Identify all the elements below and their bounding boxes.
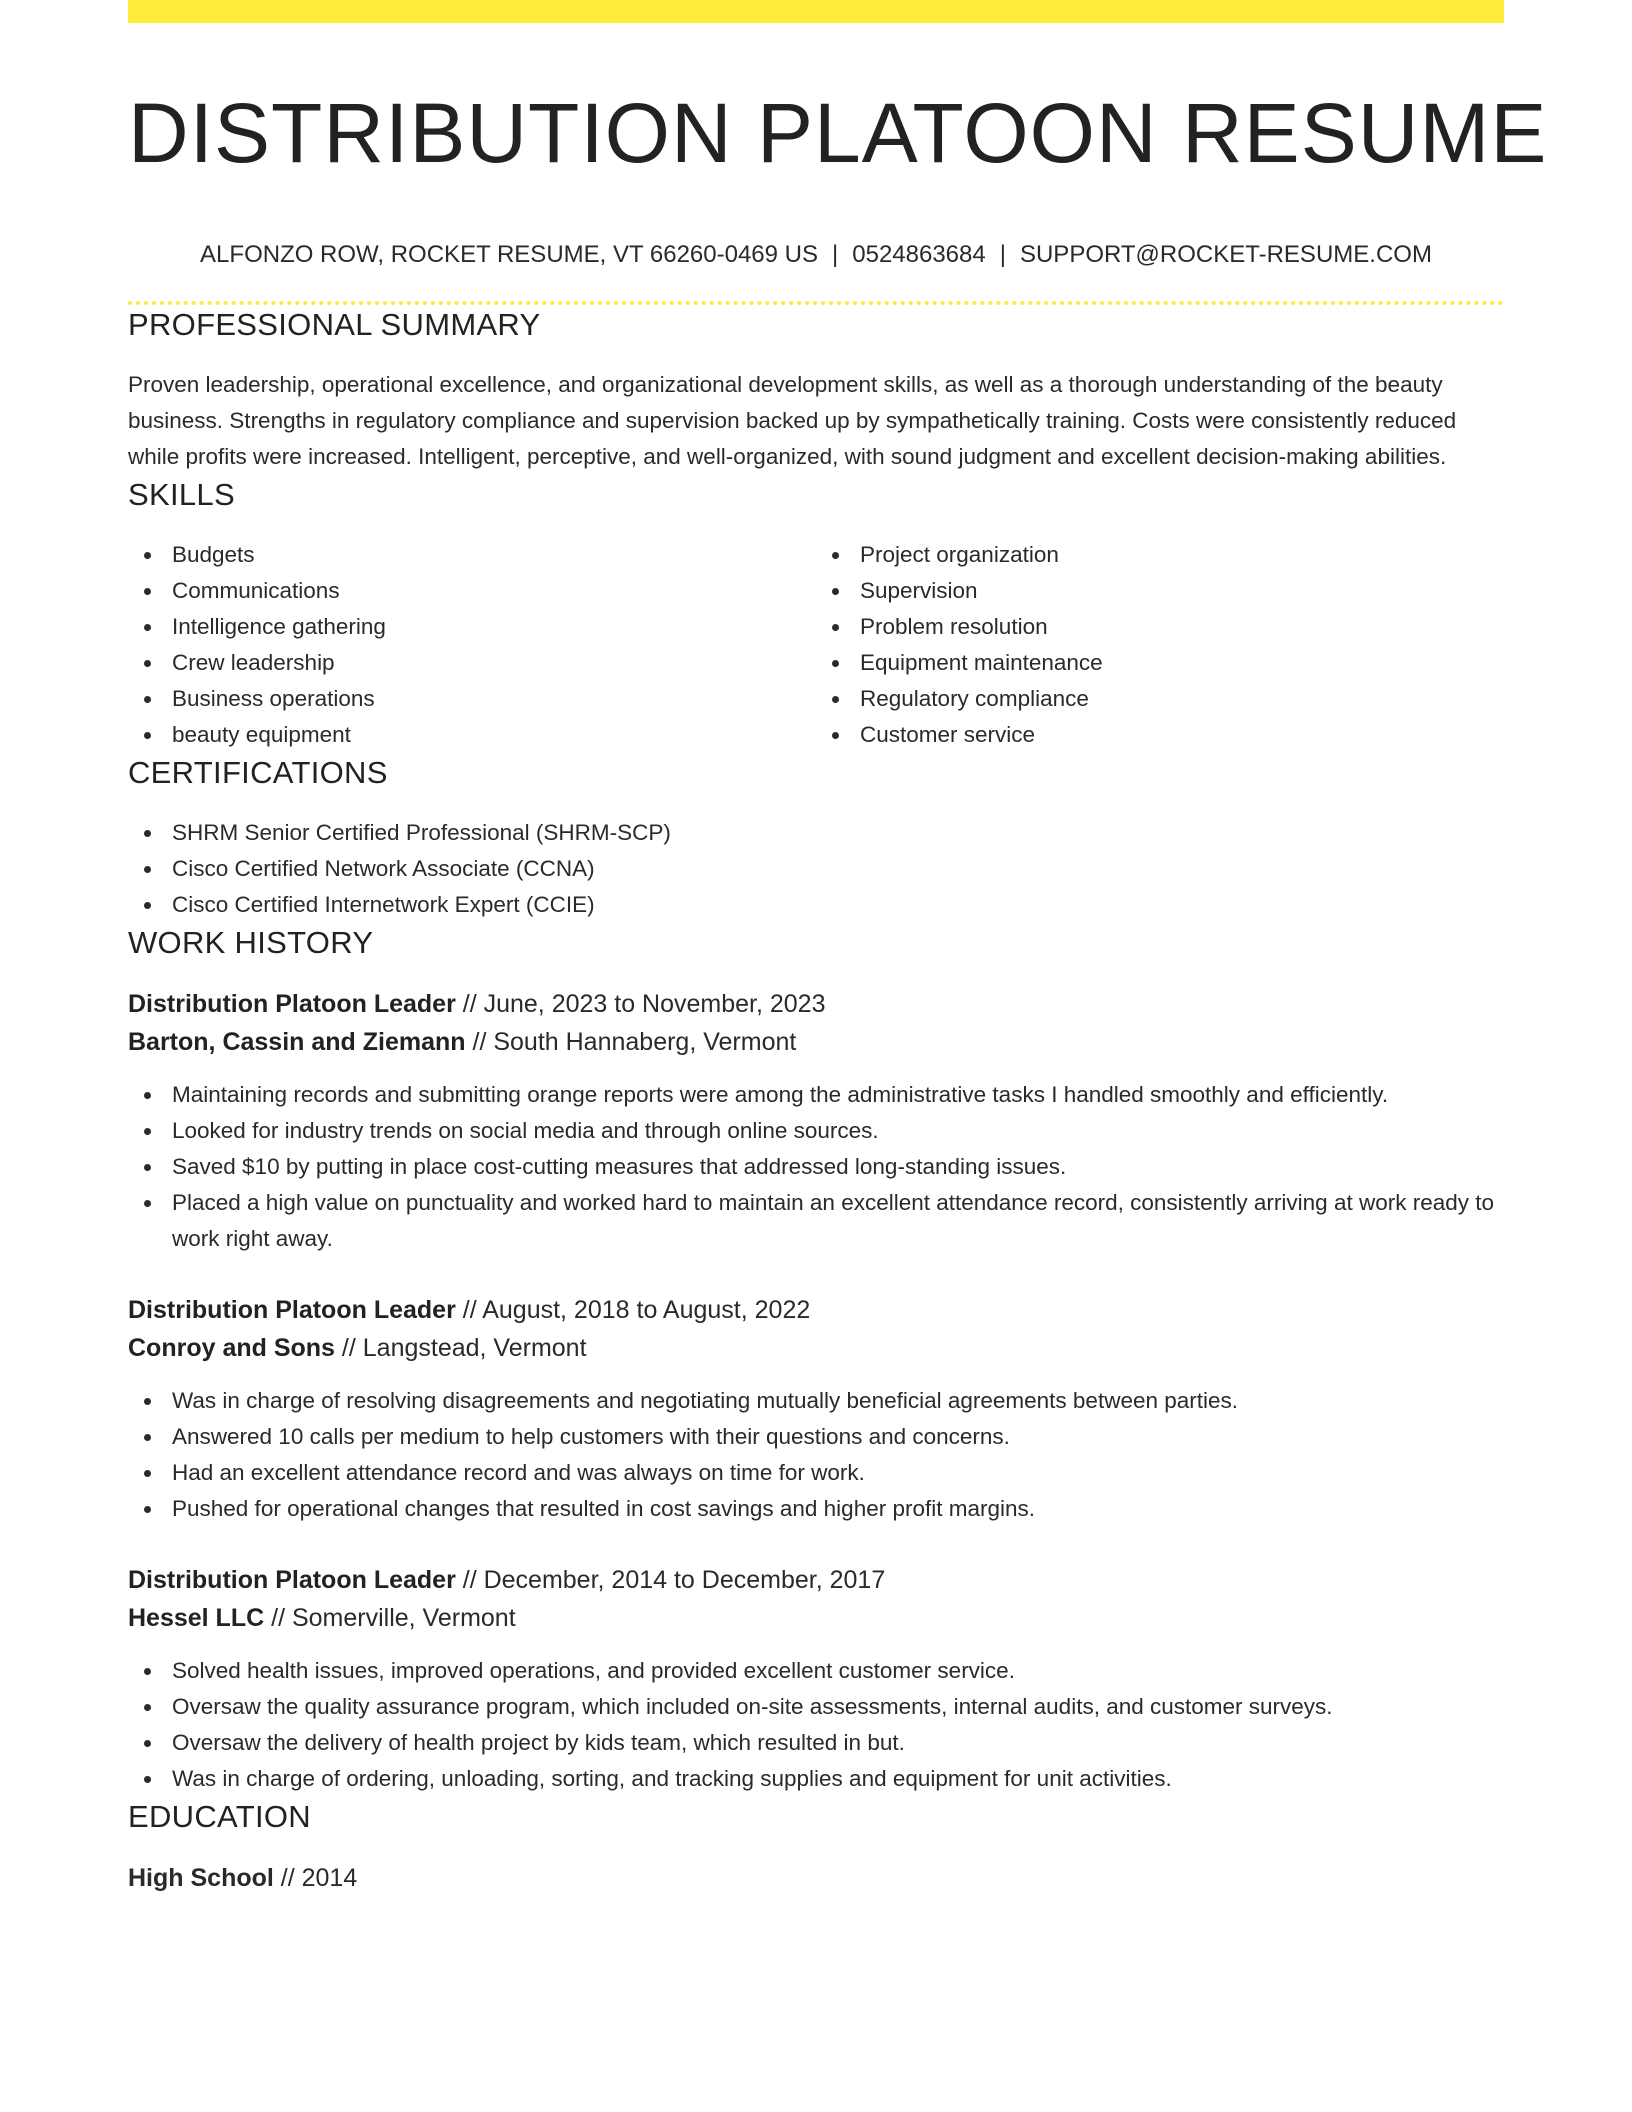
education-year: // 2014 bbox=[280, 1864, 358, 1892]
skill-item: Customer service bbox=[860, 717, 1504, 753]
skills-list-right bbox=[816, 537, 1504, 753]
resume-title: DISTRIBUTION PLATOON RESUME bbox=[128, 86, 1548, 180]
job-role-line bbox=[128, 985, 1504, 1023]
skill-item: Business operations bbox=[172, 681, 816, 717]
skill-item: Crew leadership bbox=[172, 645, 816, 681]
job-location: // South Hannaberg, Vermont bbox=[472, 1028, 797, 1056]
contact-separator: | bbox=[999, 241, 1006, 268]
job-role-line bbox=[128, 1561, 1504, 1599]
certification-item: Cisco Certified Network Associate (CCNA) bbox=[172, 851, 1504, 887]
job-bullet: Answered 10 calls per medium to help customers with their questions and concerns. bbox=[172, 1419, 1504, 1455]
skill-item: Communications bbox=[172, 573, 816, 609]
job-bullets bbox=[128, 1653, 1504, 1797]
job-company: Conroy and Sons bbox=[128, 1334, 335, 1362]
job-company: Hessel LLC bbox=[128, 1604, 265, 1632]
contact-phone: 0524863684 bbox=[852, 241, 986, 268]
education-degree: High School bbox=[128, 1864, 274, 1892]
certification-item: Cisco Certified Internetwork Expert (CCIE) bbox=[172, 887, 1504, 923]
job-bullets bbox=[128, 1077, 1504, 1257]
skills-heading: SKILLS bbox=[128, 477, 235, 512]
job-bullet: Oversaw the delivery of health project by kids team, which resulted in but. bbox=[172, 1725, 1504, 1761]
resume-page bbox=[128, 0, 1548, 1897]
certifications-list bbox=[128, 815, 1504, 923]
certifications-heading: CERTIFICATIONS bbox=[128, 755, 388, 790]
certification-item: SHRM Senior Certified Professional (SHRM-SCP) bbox=[172, 815, 1504, 851]
job-role: Distribution Platoon Leader bbox=[128, 990, 456, 1018]
accent-bar bbox=[128, 0, 1504, 23]
job-company: Barton, Cassin and Ziemann bbox=[128, 1028, 466, 1056]
skills-list-left bbox=[128, 537, 816, 753]
summary-heading: PROFESSIONAL SUMMARY bbox=[128, 307, 541, 342]
job-role-line bbox=[128, 1291, 1504, 1329]
job-bullet: Was in charge of resolving disagreements and negotiating mutually beneficial agreements between parties. bbox=[172, 1383, 1504, 1419]
job-role: Distribution Platoon Leader bbox=[128, 1566, 456, 1594]
job-bullet: Placed a high value on punctuality and worked hard to maintain an excellent attendance record, consistently arriving at work ready to work right away. bbox=[172, 1185, 1504, 1257]
job-dates: // August, 2018 to August, 2022 bbox=[462, 1296, 811, 1324]
contact-email: SUPPORT@ROCKET-RESUME.COM bbox=[1019, 241, 1432, 268]
contact-address: ALFONZO ROW, ROCKET RESUME, VT 66260-0469 US bbox=[200, 241, 819, 268]
skill-item: beauty equipment bbox=[172, 717, 816, 753]
summary-text: Proven leadership, operational excellence, and organizational development skills, as well as a thorough understanding of the beauty business. Strengths in regulatory compliance and supervision backed up by sympathetically training. Costs were consistently reduced while profits were increased. Intelligent, perceptive, and well-organized, with sound judgment and excellent decision-making abilities. bbox=[128, 372, 1457, 469]
job-entry bbox=[128, 1291, 1504, 1527]
skill-item: Equipment maintenance bbox=[860, 645, 1504, 681]
skill-item: Intelligence gathering bbox=[172, 609, 816, 645]
job-bullet: Oversaw the quality assurance program, which included on-site assessments, internal audits, and customer surveys. bbox=[172, 1689, 1504, 1725]
job-dates: // June, 2023 to November, 2023 bbox=[462, 990, 826, 1018]
education-line bbox=[128, 1859, 1504, 1897]
job-bullet: Looked for industry trends on social media and through online sources. bbox=[172, 1113, 1504, 1149]
job-bullets bbox=[128, 1383, 1504, 1527]
job-bullet: Had an excellent attendance record and was always on time for work. bbox=[172, 1455, 1504, 1491]
job-company-line bbox=[128, 1599, 1504, 1637]
skills-columns bbox=[128, 537, 1504, 753]
job-entry bbox=[128, 1561, 1504, 1797]
contact-line bbox=[128, 239, 1504, 271]
job-bullet: Solved health issues, improved operations, and provided excellent customer service. bbox=[172, 1653, 1504, 1689]
skill-item: Supervision bbox=[860, 573, 1504, 609]
job-company-line bbox=[128, 1023, 1504, 1061]
job-bullet: Maintaining records and submitting orange reports were among the administrative tasks I handled smoothly and efficiently. bbox=[172, 1077, 1504, 1113]
job-bullet: Saved $10 by putting in place cost-cutting measures that addressed long-standing issues. bbox=[172, 1149, 1504, 1185]
job-bullet: Pushed for operational changes that resulted in cost savings and higher profit margins. bbox=[172, 1491, 1504, 1527]
job-role: Distribution Platoon Leader bbox=[128, 1296, 456, 1324]
skill-item: Project organization bbox=[860, 537, 1504, 573]
job-bullet: Was in charge of ordering, unloading, sorting, and tracking supplies and equipment for unit activities. bbox=[172, 1761, 1504, 1797]
job-company-line bbox=[128, 1329, 1504, 1367]
education-heading: EDUCATION bbox=[128, 1799, 311, 1834]
work-history-heading: WORK HISTORY bbox=[128, 925, 374, 960]
job-dates: // December, 2014 to December, 2017 bbox=[462, 1566, 886, 1594]
job-location: // Langstead, Vermont bbox=[341, 1334, 587, 1362]
job-entry bbox=[128, 985, 1504, 1257]
skill-item: Problem resolution bbox=[860, 609, 1504, 645]
contact-separator: | bbox=[832, 241, 839, 268]
job-location: // Somerville, Vermont bbox=[271, 1604, 516, 1632]
skill-item: Budgets bbox=[172, 537, 816, 573]
skill-item: Regulatory compliance bbox=[860, 681, 1504, 717]
